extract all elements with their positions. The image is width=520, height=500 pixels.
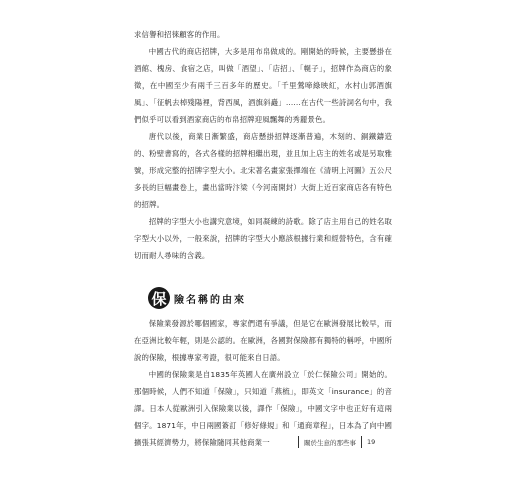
footer-divider xyxy=(298,436,299,448)
top-text-block xyxy=(134,26,392,264)
footer-divider xyxy=(361,436,362,448)
page-footer xyxy=(298,436,375,448)
paragraph-insurance-china: 中國的保險業是自1835年英國人在廣州設立「於仁保險公司」開始的。那個時候，人們不知道「保險」，只知道「燕梳」，即英文「insurance」的音譯。日本人從歐洲引入保險業以後，譯作「保險」，中國文字中也正好有這兩個字。1871年，中日兩國簽訂「修好條規」和「通商章程」，日本為了向中國擴張其經濟勢力，將保險隨同其他商業一 xyxy=(134,370,392,447)
running-title: 關於生意的那些事 xyxy=(304,438,356,447)
paragraph-signboards-history: 中國古代的商店招牌，大多是用布帛做成的。剛開始的時候，主要懸掛在酒館、槐房、食宿之店，叫做「酒望」、「店招」、「幌子」，招牌作為商店的象徵，在中國至少有兩千三百多年的歷史。「千里鶯啼綠映紅，水村山郭酒旗風」、「征帆去棹殘陽裡，背西風，酒旗斜矗」……在古代一些詩詞名句中，我們似乎可以看到酒家商店的布帛招牌迎風飄舞的秀麗景色。 xyxy=(134,47,392,124)
paragraph-insurance-origin: 保險業發源於哪個國家，專家們還有爭議，但是它在歐洲發展比較早，而在亞洲比較年輕，則是公認的。在歐洲，各國對保險都有獨特的稱呼，中國所說的保險，根據專家考證，很可能來自日語。 xyxy=(134,319,392,362)
section-heading xyxy=(148,285,246,311)
paragraph-tang-dynasty: 唐代以後，商業日漸繁盛，商店懸掛招牌逐漸普遍，木刻的、銅鐵鑄造的、粉壁書寫的，各式各樣的招牌相繼出現，並且加上店主的姓名或是另取雅號，形成完整的招牌字型大小。北宋著名畫家張擇端在《清明上河圖》五公尺多長的巨幅畫卷上，畫出當時汴梁（今河南開封）大街上近百家商店各有特色的招牌。 xyxy=(134,132,392,209)
section-title: 險名稱的由來 xyxy=(174,294,246,306)
section-badge-icon: 保 xyxy=(148,287,170,309)
bottom-text-block xyxy=(134,315,392,451)
page-number: 19 xyxy=(367,438,376,446)
intro-paragraph: 求信譽和招徠顧客的作用。 xyxy=(134,30,225,39)
paragraph-signboard-names: 招牌的字型大小也講究意境，如同凝練的詩歌。除了店主用自己的姓名取字型大小以外，一般來說，招牌的字型大小應該根據行業和經營特色，含有確切而耐人尋味的含義。 xyxy=(134,217,392,260)
